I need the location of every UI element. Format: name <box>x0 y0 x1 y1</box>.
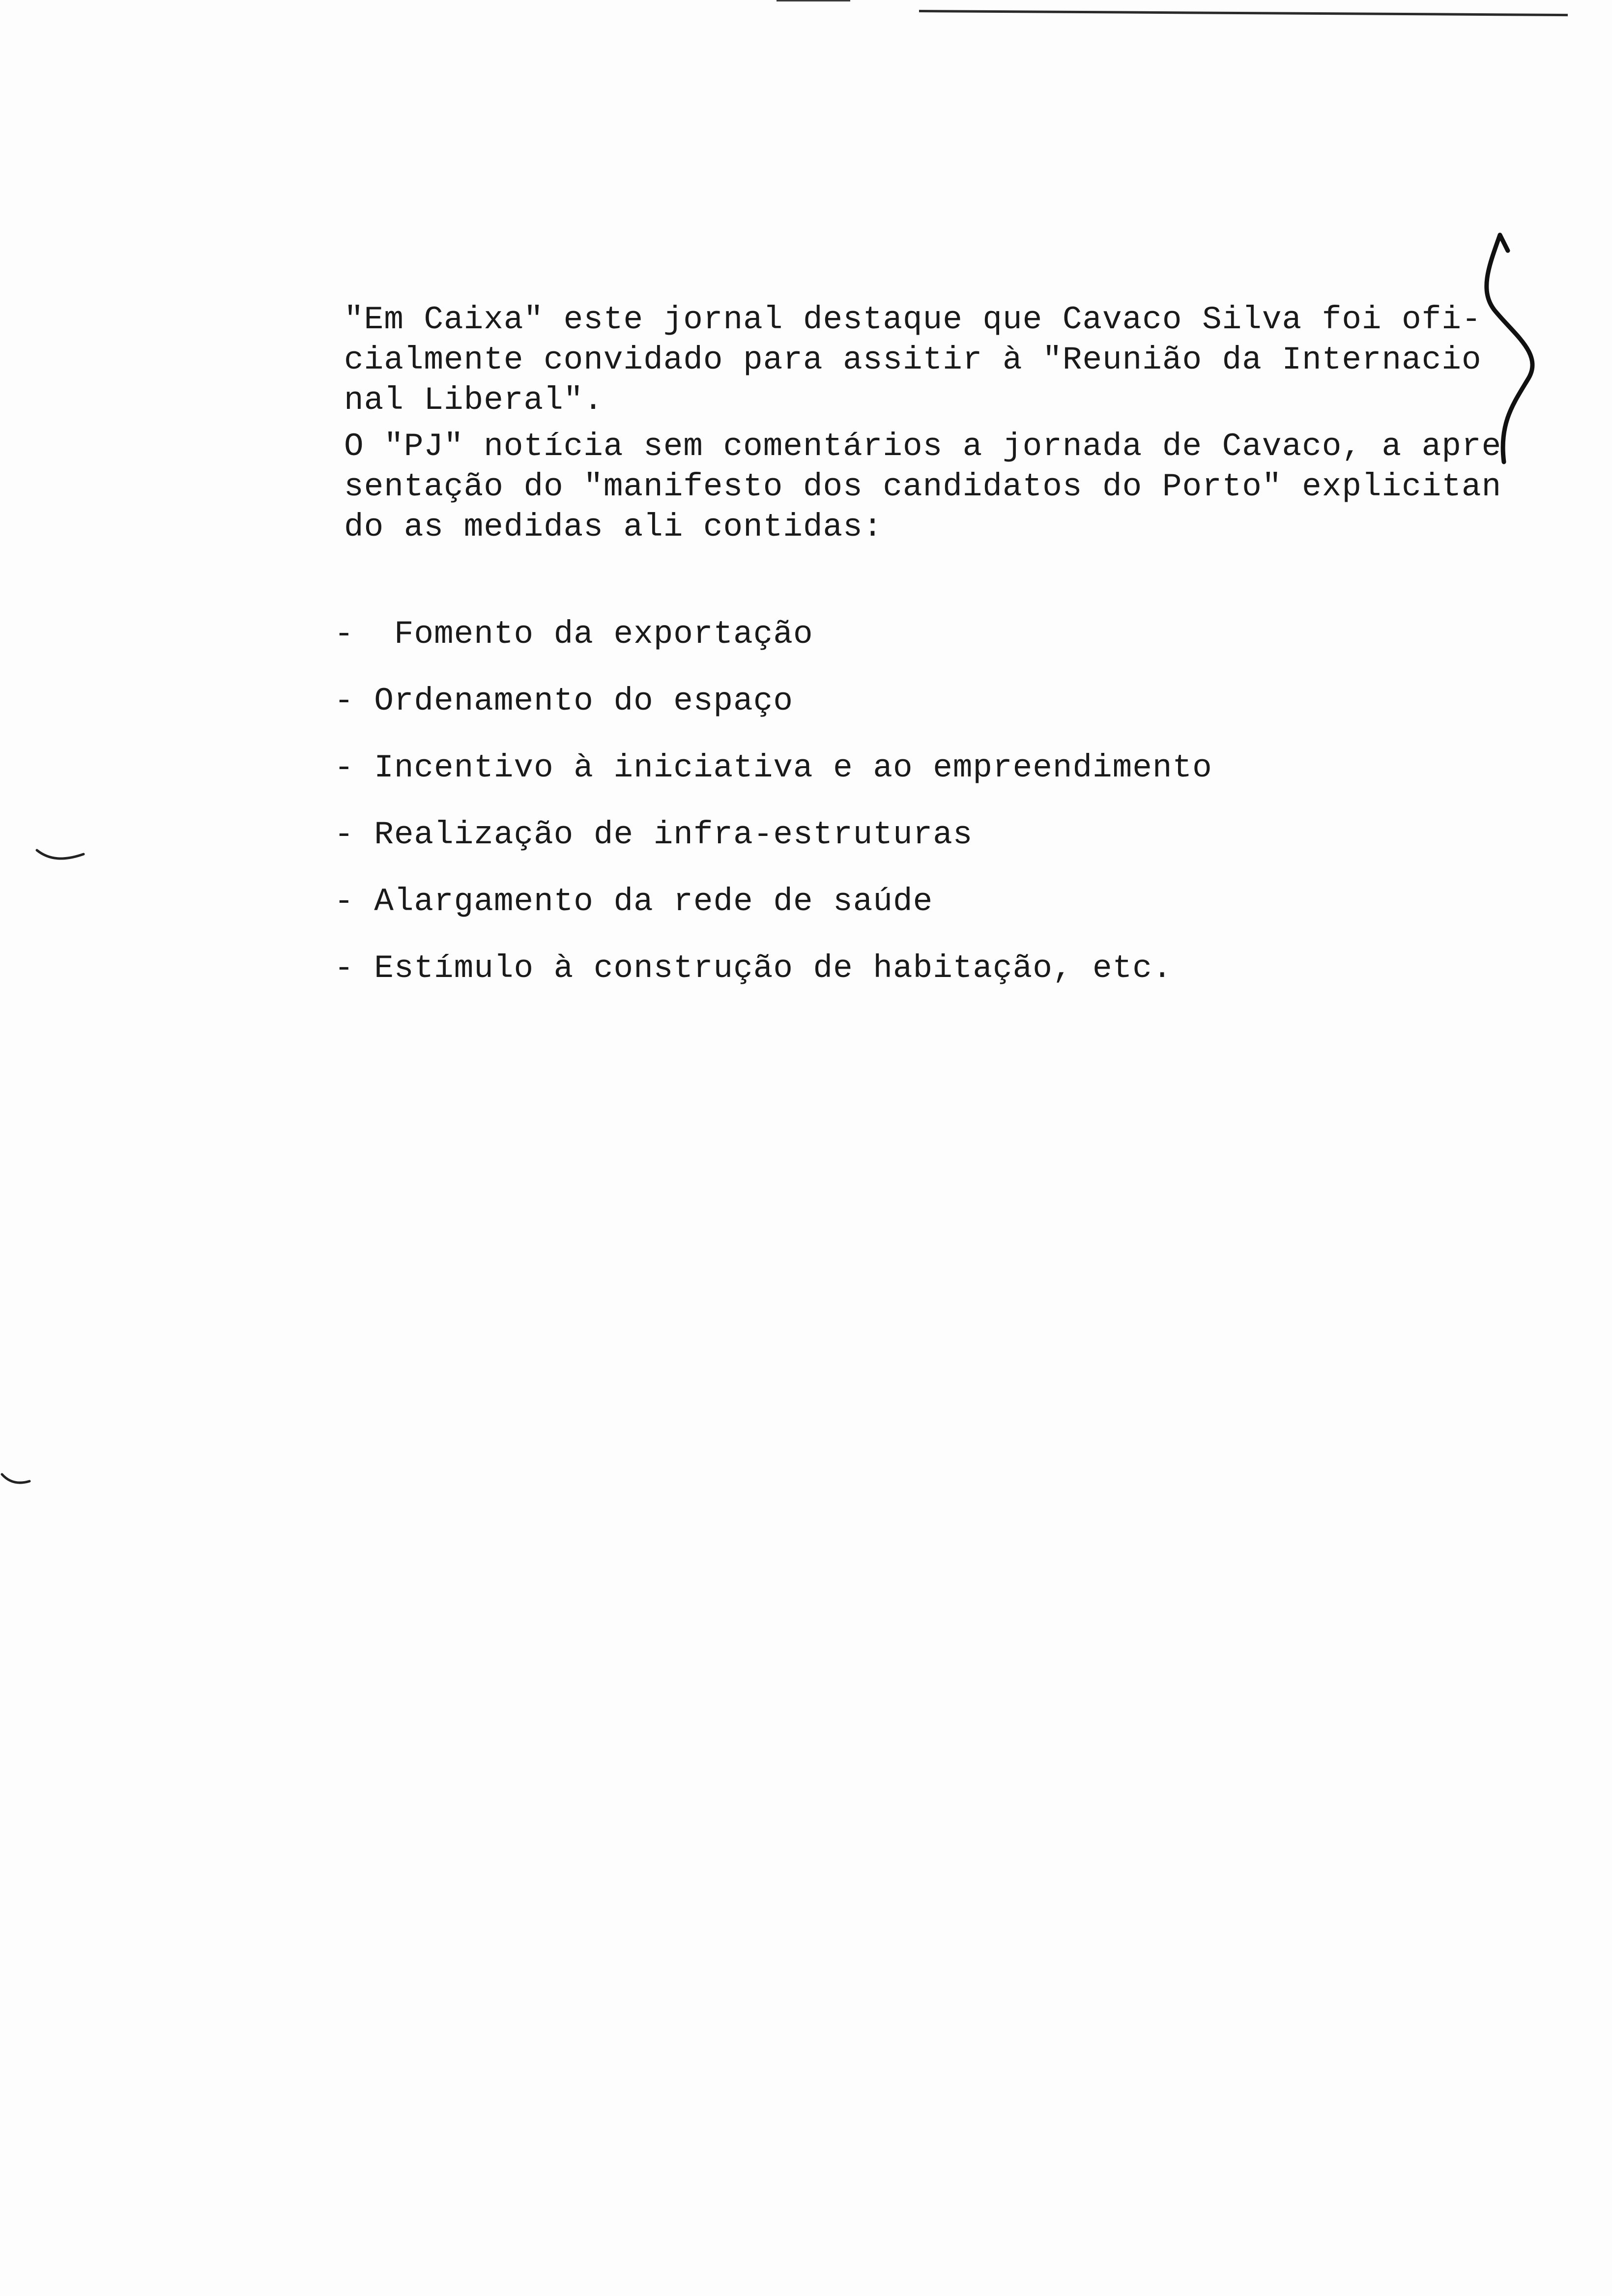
paragraph-1-line-1: "Em Caixa" este jornal destaque que Cavaco Silva foi ofi- <box>344 301 1482 338</box>
paragraph-1-line-3: nal Liberal". <box>344 382 604 419</box>
paragraph-2-line-1: O "PJ" notícia sem comentários a jornada de Cavaco, a apre <box>344 428 1502 465</box>
list-item: - Incentivo à iniciativa e ao empreendimento <box>334 749 1212 786</box>
list-item: - Alargamento da rede de saúde <box>334 883 933 920</box>
paragraph-2-line-3: do as medidas ali contidas: <box>344 509 883 545</box>
measures-list <box>334 614 1514 1015</box>
paragraph-2-line-2: sentação do "manifesto dos candidatos do Porto" explicitan <box>344 468 1502 505</box>
list-item: - Realização de infra-estruturas <box>334 816 973 853</box>
scan-edge-line-short <box>777 0 850 1</box>
margin-tick-mark <box>34 845 88 865</box>
list-item: - Fomento da exportação <box>334 616 813 653</box>
scan-edge-line-long <box>919 10 1568 16</box>
body-text <box>344 300 1524 547</box>
margin-tick-mark <box>0 1469 34 1489</box>
list-item: - Ordenamento do espaço <box>334 683 793 719</box>
list-item: - Estímulo à construção de habitação, etc. <box>334 950 1173 987</box>
paragraph-1-line-2: cialmente convidado para assitir à "Reunião da Internacio <box>344 342 1482 378</box>
